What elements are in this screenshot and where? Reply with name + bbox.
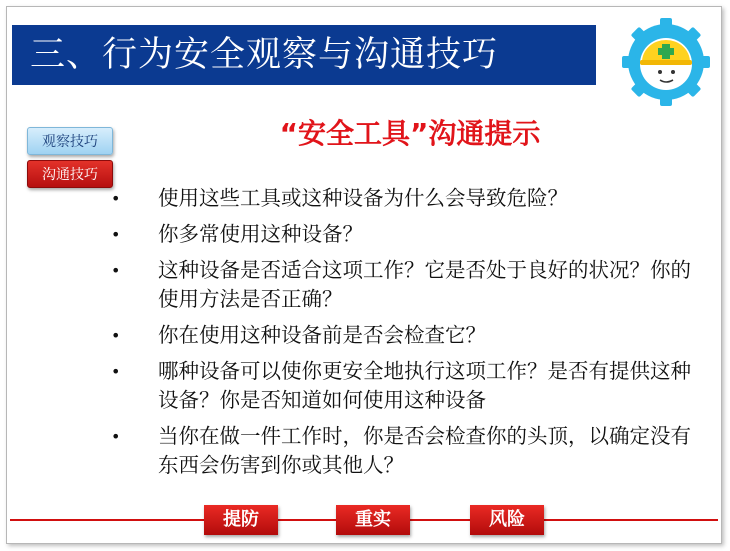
list-item: [108, 220, 708, 249]
bullet-text: 这种设备是否适合这项工作？它是否处于良好的状况？你的使用方法是否正确？: [158, 258, 691, 311]
bullet-text: 哪种设备可以使你更安全地执行这项工作？是否有提供这种设备？你是否知道如何使用这种设备: [158, 359, 691, 412]
bullet-marker: •: [111, 427, 121, 446]
list-item: [108, 184, 708, 213]
bullet-marker: •: [111, 261, 121, 280]
safety-helmet-mascot-icon: [618, 14, 714, 110]
list-item: [108, 357, 708, 415]
list-item: [108, 256, 708, 314]
title-bar: [12, 25, 596, 85]
bullet-text: 你多常使用这种设备？: [158, 222, 363, 246]
bullet-text: 你在使用这种设备前是否会检查它？: [158, 323, 486, 347]
bullet-marker: •: [111, 326, 121, 345]
tab-observation-skills[interactable]: 观察技巧: [27, 127, 113, 155]
emphasis-button[interactable]: 重实: [336, 505, 410, 535]
slide-subtitle: “安全工具”沟通提示: [279, 117, 541, 150]
beware-button[interactable]: 提防: [204, 505, 278, 535]
bullet-text: 当你在做一件工作时，你是否会检查你的头顶，以确定没有东西会伤害到你或其他人？: [158, 424, 691, 477]
bullet-text: 使用这些工具或这种设备为什么会导致危险？: [158, 186, 568, 210]
bullet-marker: •: [111, 189, 121, 208]
list-item: [108, 422, 708, 480]
bullet-marker: •: [111, 362, 121, 381]
risk-button[interactable]: 风险: [470, 505, 544, 535]
bullet-marker: •: [111, 225, 121, 244]
slide-title: 三、行为安全观察与沟通技巧: [30, 35, 499, 75]
list-item: [108, 321, 708, 350]
tab-communication-skills[interactable]: 沟通技巧: [27, 160, 113, 188]
bullet-list: [108, 184, 708, 487]
